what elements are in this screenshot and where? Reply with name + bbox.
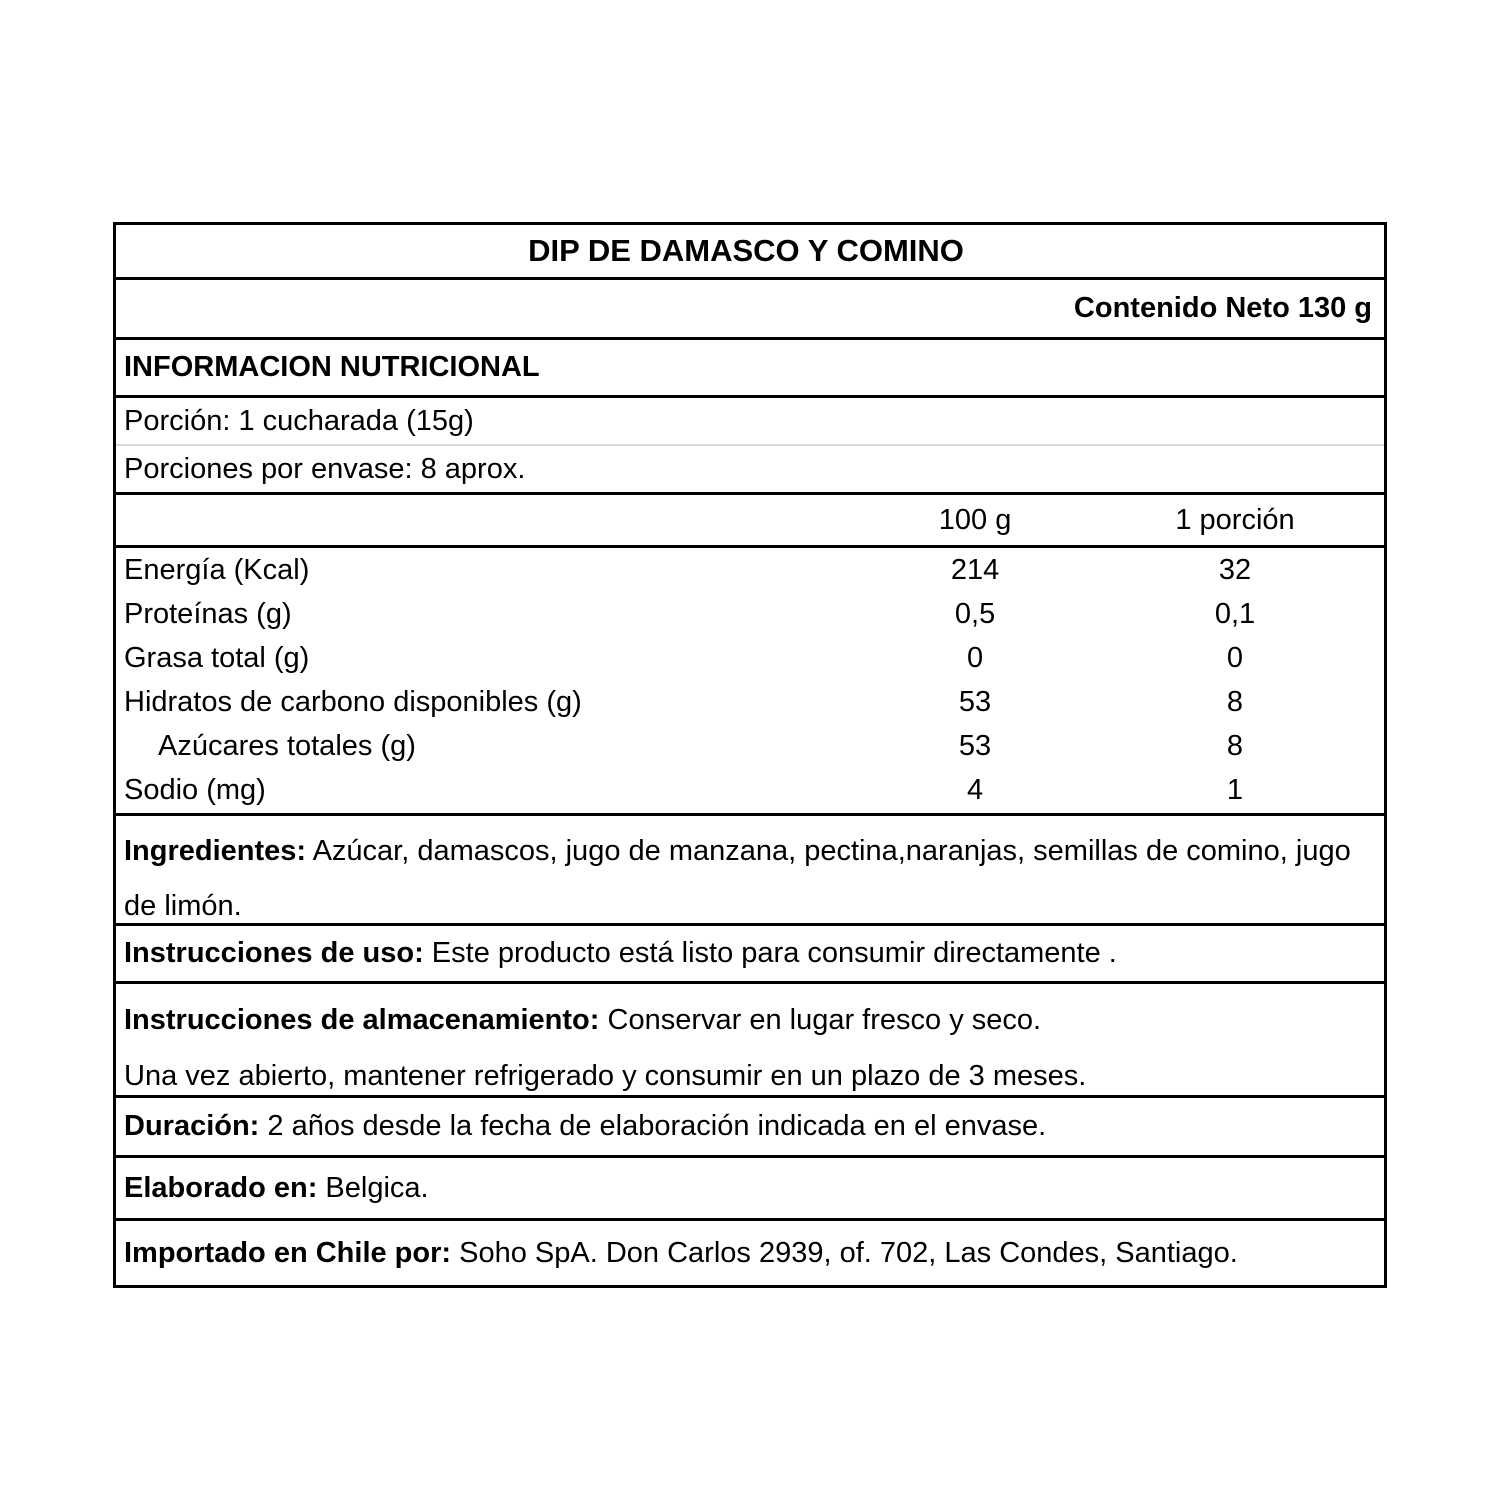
duration-text: 2 años desde la fecha de elaboración indicada en el envase.: [267, 1110, 1047, 1142]
ingredients-text: Azúcar, damascos, jugo de manzana, pectina,naranjas, semillas de comino, jugo de limón.: [124, 835, 1351, 922]
nutrient-per-100g: 53: [958, 685, 992, 718]
importer-text: Soho SpA. Don Carlos 2939, of. 702, Las Condes, Santiago.: [459, 1236, 1238, 1269]
importer-label: Importado en Chile por:: [124, 1236, 452, 1269]
table-row: [116, 592, 1384, 636]
storage-label: Instrucciones de almacenamiento:: [124, 1004, 600, 1036]
nutrient-name: Sodio (mg): [124, 774, 266, 806]
nutrient-per-100g: 4: [966, 774, 984, 806]
nutrient-per-serving: 1: [1226, 774, 1244, 806]
nutrient-per-serving: 32: [1218, 553, 1252, 586]
column-header-row: [116, 495, 1384, 548]
column-header-per-serving: 1 porción: [1175, 503, 1295, 536]
nutrition-info-header: INFORMACION NUTRICIONAL: [124, 351, 540, 383]
servings-per-container-row: [116, 446, 1384, 495]
column-header-per-100g: 100 g: [938, 503, 1012, 536]
nutrient-name: Azúcares totales (g): [158, 729, 416, 762]
nutrient-per-100g: 0: [966, 641, 984, 674]
ingredients-label: Ingredientes:: [124, 835, 307, 867]
importer-section: [116, 1221, 1384, 1285]
nutrient-per-100g: 0,5: [954, 597, 996, 630]
usage-instructions-section: [116, 926, 1384, 984]
usage-label: Instrucciones de uso:: [124, 937, 424, 969]
nutrient-table: [116, 548, 1384, 816]
storage-text: Conservar en lugar fresco y seco.: [607, 1004, 1042, 1036]
nutrition-info-header-row: [116, 340, 1384, 398]
product-title-row: [116, 225, 1384, 280]
net-content: Contenido Neto 130 g: [1073, 292, 1372, 324]
made-in-section: [116, 1158, 1384, 1221]
serving-size: Porción: 1 cucharada (15g): [124, 404, 474, 437]
nutrient-per-serving: 8: [1226, 729, 1244, 762]
nutrient-per-serving: 0,1: [1214, 597, 1256, 630]
storage-line-1: [124, 992, 1376, 1048]
serving-size-row: [116, 398, 1384, 446]
nutrition-label: [113, 222, 1387, 1288]
usage-text: Este producto está listo para consumir directamente .: [431, 937, 1117, 969]
storage-instructions-section: [116, 984, 1384, 1098]
ingredients-section: [116, 816, 1384, 926]
net-content-row: [116, 280, 1384, 340]
made-in-label: Elaborado en:: [124, 1171, 318, 1204]
nutrient-per-100g: 53: [958, 729, 992, 762]
table-row: [116, 680, 1384, 724]
nutrient-name: Energía (Kcal): [124, 553, 310, 586]
product-title: DIP DE DAMASCO Y COMINO: [528, 233, 964, 268]
nutrient-per-serving: 8: [1226, 685, 1244, 718]
storage-line-2: Una vez abierto, mantener refrigerado y consumir en un plazo de 3 meses.: [124, 1060, 1087, 1092]
nutrient-name: Grasa total (g): [124, 641, 310, 674]
duration-label: Duración:: [124, 1110, 260, 1142]
table-row: [116, 636, 1384, 680]
nutrient-per-serving: 0: [1226, 641, 1244, 674]
duration-section: [116, 1098, 1384, 1158]
made-in-text: Belgica.: [325, 1171, 429, 1204]
servings-per-container: Porciones por envase: 8 aprox.: [124, 452, 526, 485]
table-row: [116, 724, 1384, 768]
nutrient-name: Proteínas (g): [124, 597, 292, 630]
nutrient-per-100g: 214: [950, 553, 1000, 586]
nutrient-name: Hidratos de carbono disponibles (g): [124, 685, 582, 718]
table-row: [116, 768, 1384, 813]
table-row: [116, 548, 1384, 592]
